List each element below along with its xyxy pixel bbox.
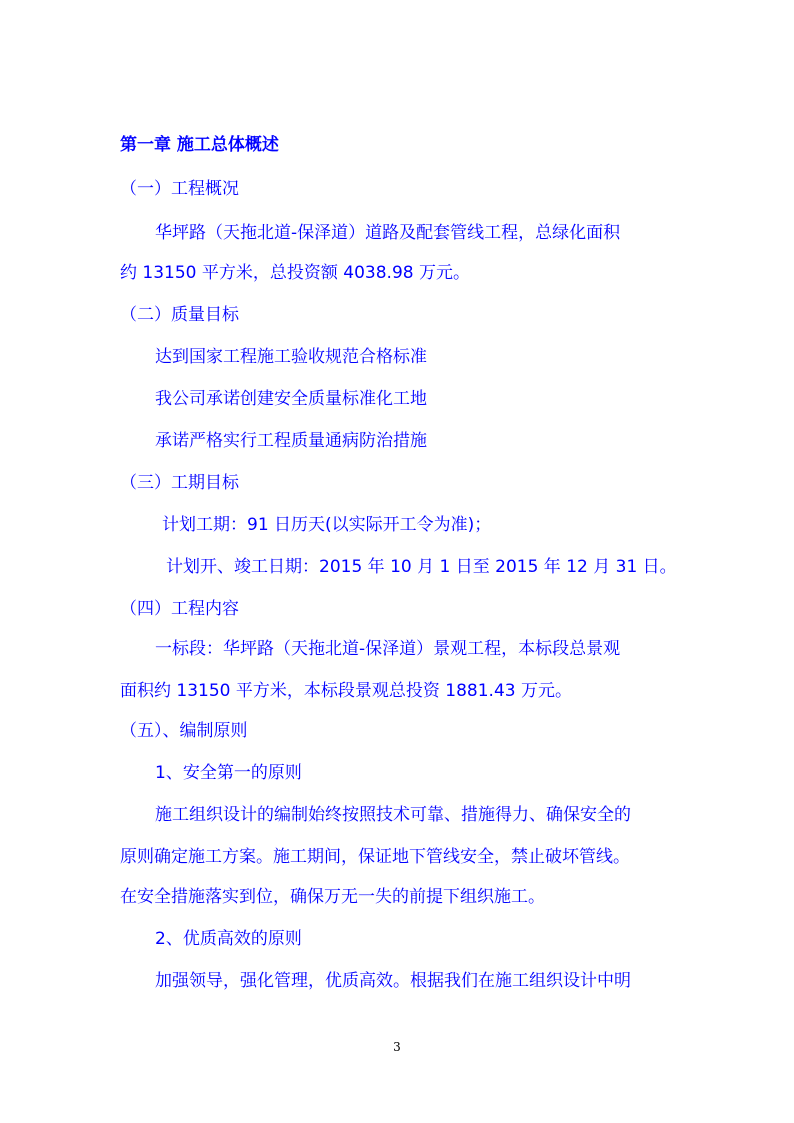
paragraph-line: 我公司承诺创建安全质量标准化工地 <box>155 389 427 409</box>
section-heading-overview: （一）工程概况 <box>120 179 239 199</box>
paragraph-line: 在安全措施落实到位，确保万无一失的前提下组织施工。 <box>120 887 545 907</box>
paragraph-line: 加强领导，强化管理，优质高效。根据我们在施工组织设计中明 <box>155 971 631 991</box>
page-number: 3 <box>393 1040 401 1054</box>
paragraph-line: 约 13150 平方米，总投资额 4038.98 万元。 <box>120 263 470 283</box>
paragraph-line: 达到国家工程施工验收规范合格标准 <box>155 347 427 367</box>
section-heading-quality: （二）质量目标 <box>120 305 239 325</box>
paragraph-line: 计划工期：91 日历天(以实际开工令为准)； <box>162 515 492 535</box>
section-heading-content: （四）工程内容 <box>120 599 239 619</box>
paragraph-line: 一标段：华坪路（天拖北道-保泽道）景观工程，本标段总景观 <box>155 639 621 659</box>
subheading-line: 1、安全第一的原则 <box>155 763 302 783</box>
subheading-line: 2、优质高效的原则 <box>155 929 302 949</box>
chapter-title: 第一章 施工总体概述 <box>120 135 279 155</box>
paragraph-line: 华坪路（天拖北道-保泽道）道路及配套管线工程，总绿化面积 <box>155 223 621 243</box>
section-heading-schedule: （三）工期目标 <box>120 473 239 493</box>
paragraph-line: 计划开、竣工日期：2015 年 10 月 1 日至 2015 年 12 月 31 日。 <box>166 557 677 577</box>
paragraph-line: 面积约 13150 平方米，本标段景观总投资 1881.43 万元。 <box>120 681 572 701</box>
paragraph-line: 施工组织设计的编制始终按照技术可靠、措施得力、确保安全的 <box>155 805 631 825</box>
section-heading-principles: （五）、编制原则 <box>120 721 248 741</box>
paragraph-line: 原则确定施工方案。施工期间，保证地下管线安全，禁止破坏管线。 <box>120 847 630 867</box>
paragraph-line: 承诺严格实行工程质量通病防治措施 <box>155 431 427 451</box>
